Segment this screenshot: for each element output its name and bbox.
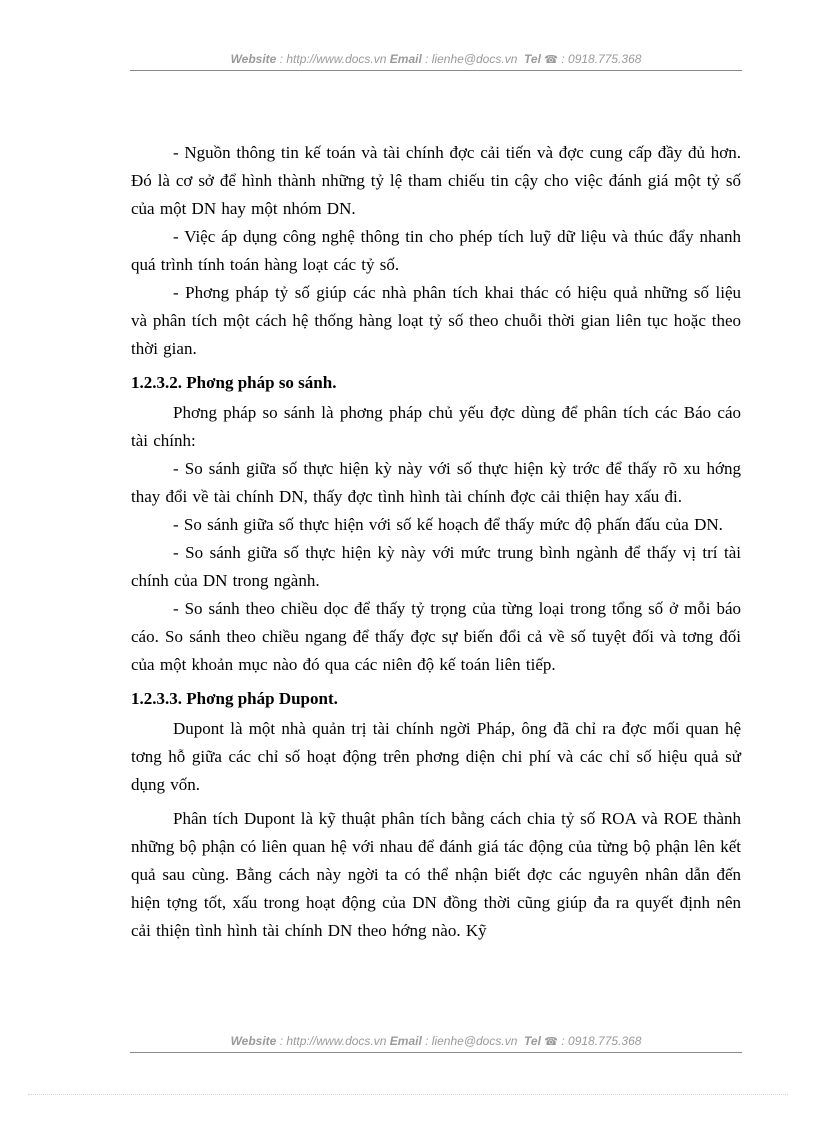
footer-tel-value: 0918.775.368: [568, 1034, 642, 1048]
paragraph-8: - So sánh theo chiều dọc để thấy tỷ trọng của từng loại trong tổng số ở mỗi báo cáo. So sánh theo chiều ngang để thấy đợc sự biến đổi cả về số tuyệt đối và tơng đối của một khoản mục nào đó qua các niên độ kế toán liên tiếp.: [131, 599, 741, 674]
footer-website-url[interactable]: http://www.docs.vn: [286, 1034, 387, 1048]
header-website-label: Website: [230, 52, 277, 66]
footer-divider: [130, 1052, 742, 1053]
paragraph-10: Phân tích Dupont là kỹ thuật phân tích bằng cách chia tỷ số ROA và ROE thành những bộ phận có liên quan hệ với nhau để đánh giá tác động của từng bộ phận lên kết quả sau cùng. Bằng cách này ngời ta có thể nhận biết đợc các nguyên nhân dẫn đến hiện tợng tốt, xấu trong hoạt động của DN đồng thời cũng giúp đa ra quyết định nên cải thiện tình hình tài chính DN theo hớng nào. Kỹ: [131, 809, 741, 940]
header-tel-label: Tel: [524, 52, 541, 66]
page-bottom-dotted-line: [28, 1094, 788, 1095]
phone-icon: ☎: [544, 54, 558, 66]
header-tel-value: 0918.775.368: [568, 52, 642, 66]
section-heading-1-2-3-2: 1.2.3.2. Phơng pháp so sánh.: [131, 373, 337, 392]
footer-email-value[interactable]: lienhe@docs.vn: [431, 1034, 518, 1048]
header-website-url[interactable]: http://www.docs.vn: [286, 52, 387, 66]
paragraph-4: Phơng pháp so sánh là phơng pháp chủ yếu đợc dùng để phân tích các Báo cáo tài chính:: [131, 403, 741, 450]
header-email-label: Email: [389, 52, 422, 66]
document-body: [131, 139, 741, 945]
paragraph-9: Dupont là một nhà quản trị tài chính ngời Pháp, ông đã chỉ ra đợc mối quan hệ tơng hỗ giữa các chỉ số hoạt động trên phơng diện chi phí và các chỉ số hiệu quả sử dụng vốn.: [131, 719, 741, 794]
paragraph-1: - Nguồn thông tin kế toán và tài chính đợc cải tiến và đợc cung cấp đầy đủ hơn. Đó là cơ sở để hình thành những tỷ lệ tham chiếu tin cậy cho việc đánh giá một tỷ số của một DN hay một nhóm DN.: [131, 143, 741, 218]
page-footer: Website : http://www.docs.vn Email : lienhe@docs.vn Tel ☎ : 0918.775.368: [230, 1034, 642, 1048]
header-email-value[interactable]: lienhe@docs.vn: [431, 52, 518, 66]
header-divider: [130, 70, 742, 71]
footer-website-label: Website: [230, 1034, 277, 1048]
phone-icon: ☎: [544, 1036, 558, 1048]
paragraph-2: - Việc áp dụng công nghệ thông tin cho phép tích luỹ dữ liệu và thúc đẩy nhanh quá trình tính toán hàng loạt các tỷ số.: [131, 227, 741, 274]
footer-email-label: Email: [389, 1034, 422, 1048]
page-header: Website : http://www.docs.vn Email : lienhe@docs.vn Tel ☎ : 0918.775.368: [230, 52, 642, 66]
paragraph-3: - Phơng pháp tỷ số giúp các nhà phân tích khai thác có hiệu quả những số liệu và phân tích một cách hệ thống hàng loạt tỷ số theo chuỗi thời gian liên tục hoặc theo thời gian.: [131, 283, 741, 358]
footer-tel-label: Tel: [524, 1034, 541, 1048]
section-heading-1-2-3-3: 1.2.3.3. Phơng pháp Dupont.: [131, 689, 338, 708]
paragraph-6: - So sánh giữa số thực hiện với số kế hoạch để thấy mức độ phấn đấu của DN.: [173, 515, 723, 534]
paragraph-7: - So sánh giữa số thực hiện kỳ này với mức trung bình ngành để thấy vị trí tài chính của DN trong ngành.: [131, 543, 741, 590]
paragraph-5: - So sánh giữa số thực hiện kỳ này với số thực hiện kỳ trớc để thấy rõ xu hớng thay đổi về tài chính DN, thấy đợc tình hình tài chính đợc cải thiện hay xấu đi.: [131, 459, 741, 506]
